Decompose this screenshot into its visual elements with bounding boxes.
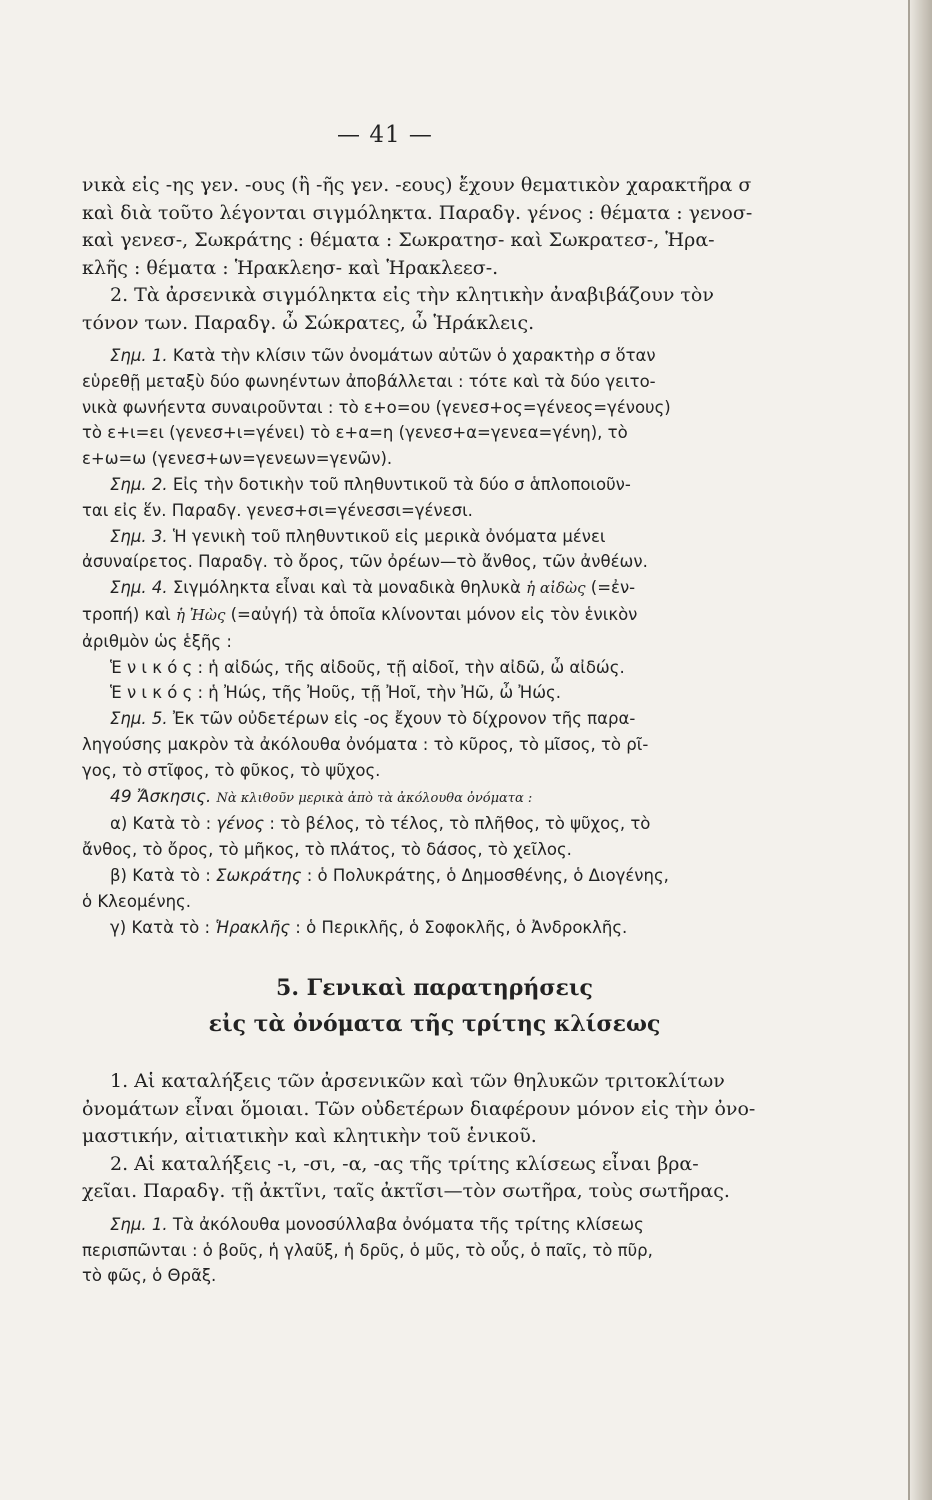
text-line: χεῖαι. Παραδγ. τῇ ἀκτῖνι, ταῖς ἀκτῖσι—τὸν σωτῆρα, τοὺς σωτῆρας. bbox=[82, 1180, 730, 1203]
text-line: 1. Αἱ καταλήξεις τῶν ἀρσενικῶν καὶ τῶν θηλυκῶν τριτοκλίτων bbox=[110, 1070, 725, 1093]
text-span: Σιγμόληκτα εἶναι καὶ τὰ μοναδικὰ θηλυκὰ bbox=[172, 578, 521, 598]
text-line: τὸ φῶς, ὁ Θρᾶξ. bbox=[82, 1266, 217, 1286]
paragraph-2 bbox=[82, 282, 787, 337]
note-label: Σημ. 1. bbox=[110, 346, 168, 365]
text-line: ὁ Κλεομένης. bbox=[82, 891, 191, 911]
page-number: — 41 — bbox=[337, 122, 433, 148]
model-word: Σωκράτης bbox=[216, 865, 302, 885]
text-line: νικὰ φωνήεντα συναιροῦνται : τὸ ε+ο=ου (γενεσ+ος=γένεος=γένους) bbox=[82, 397, 671, 417]
text-line: ται εἰς ἕν. Παραδγ. γενεσ+σι=γένεσσι=γένεσι. bbox=[82, 500, 473, 520]
text-span: : ὁ Περικλῆς, ὁ Σοφοκλῆς, ὁ Ἀνδροκλῆς. bbox=[295, 917, 628, 937]
section-paragraph-2 bbox=[82, 1151, 787, 1206]
text-line: καὶ διὰ τοῦτο λέγονται σιγμόληκτα. Παραδγ. γένος : θέματα : γενοσ- bbox=[82, 201, 753, 224]
text-span: γ) Κατὰ τὸ : bbox=[110, 917, 211, 937]
section-heading bbox=[82, 970, 787, 1042]
text-line: 2. Αἱ καταλήξεις -ι, -σι, -α, -ας τῆς τρίτης κλίσεως εἶναι βρα- bbox=[110, 1152, 699, 1175]
section-note-1 bbox=[82, 1212, 787, 1289]
text-span: : τὸ βέλος, τὸ τέλος, τὸ πλῆθος, τὸ ψῦχος, τὸ bbox=[269, 814, 651, 834]
note-label: Σημ. 1. bbox=[110, 1214, 168, 1234]
text-line: εὑρεθῇ μεταξὺ δύο φωνηέντων ἀποβάλλεται : τότε καὶ τὰ δύο γειτο- bbox=[82, 371, 656, 391]
text-span: (=ἐν- bbox=[590, 578, 636, 598]
section-title-line: εἰς τὰ ὀνόματα τῆς τρίτης κλίσεως bbox=[208, 1011, 661, 1038]
declension-line: Ἑ ν ι κ ό ς : ἡ αἰδώς, τῆς αἰδοῦς, τῇ αἰδοῖ, τὴν αἰδῶ, ὦ αἰδώς. bbox=[110, 657, 625, 677]
text-line: ἄνθος, τὸ ὄρος, τὸ μῆκος, τὸ πλάτος, τὸ δάσος, τὸ χεῖλος. bbox=[82, 840, 572, 860]
text-line: 2. Τὰ ἀρσενικὰ σιγμόληκτα εἰς τὴν κλητικὴν ἀναβιβάζουν τὸν bbox=[110, 284, 714, 306]
text-line: κλῆς : θέματα : Ἡρακλεησ- καὶ Ἡρακλεεσ-. bbox=[82, 256, 499, 279]
text-line: περισπῶνται : ὁ βοῦς, ἡ γλαῦξ, ἡ δρῦς, ὁ μῦς, τὸ οὖς, ὁ παῖς, τὸ πῦρ, bbox=[82, 1240, 653, 1260]
text-line: καὶ γενεσ-, Σωκράτης : θέματα : Σωκρατησ- καὶ Σωκρατεσ-, Ἡρα- bbox=[82, 229, 715, 251]
note-label: Σημ. 4. bbox=[110, 578, 168, 598]
word-eos: ἡ Ἠὼς bbox=[176, 605, 226, 624]
text-line: ἀσυναίρετος. Παραδγ. τὸ ὄρος, τῶν ὀρέων—τὸ ἄνθος, τῶν ἀνθέων. bbox=[82, 552, 648, 572]
note-3 bbox=[82, 524, 787, 576]
note-label: Σημ. 5. bbox=[110, 709, 168, 729]
text-line: νικὰ εἰς -ης γεν. -ους (ἢ -ῆς γεν. -εους) ἔχουν θεματικὸν χαρακτῆρα σ bbox=[82, 174, 752, 196]
text-span: : ὁ Πολυκράτης, ὁ Δημοσθένης, ὁ Διογένης, bbox=[306, 865, 669, 885]
text-line: τὸ ε+ι=ει (γενεσ+ι=γένει) τὸ ε+α=η (γενεσ+α=γενεα=γένη), τὸ bbox=[82, 423, 628, 443]
text-line: Ἐκ τῶν οὐδετέρων εἰς -ος ἔχουν τὸ δίχρονον τῆς παρα- bbox=[172, 709, 636, 729]
exercise-number: 49 bbox=[110, 786, 132, 807]
text-line: ὀνομάτων εἶναι ὅμοιαι. Τῶν οὐδετέρων διαφέρουν μόνον εἰς τὴν ὀνο- bbox=[82, 1097, 756, 1120]
text-line: ἀριθμὸν ὡς ἑξῆς : bbox=[82, 631, 232, 651]
model-word: Ἡρακλῆς bbox=[215, 917, 291, 937]
text-line: ληγούσης μακρὸν τὰ ἀκόλουθα ὀνόματα : τὸ κῦρος, τὸ μῖσος, τὸ ρῖ- bbox=[82, 734, 649, 754]
text-line: Κατὰ τὴν κλίσιν τῶν ὀνομάτων αὐτῶν ὁ χαρακτὴρ σ ὅταν bbox=[172, 346, 656, 365]
text-span: (=αὐγή) τὰ ὁποῖα κλίνονται μόνον εἰς τὸν ἑνικὸν bbox=[230, 604, 638, 624]
text-span: β) Κατὰ τὸ : bbox=[110, 865, 211, 885]
note-2 bbox=[82, 472, 787, 524]
page-edge-shadow bbox=[910, 0, 932, 1500]
note-label: Σημ. 3. bbox=[110, 526, 168, 546]
section-title-line: 5. Γενικαὶ παρατηρήσεις bbox=[276, 975, 593, 1002]
exercise-instruction: Νὰ κλιθοῦν μερικὰ ἀπὸ τὰ ἀκόλουθα ὀνόματα : bbox=[216, 790, 533, 806]
note-1 bbox=[82, 343, 787, 472]
text-line: Τὰ ἀκόλουθα μονοσύλλαβα ὀνόματα τῆς τρίτης κλίσεως bbox=[172, 1214, 644, 1234]
exercise bbox=[82, 784, 787, 941]
note-label: Σημ. 2. bbox=[110, 474, 168, 494]
note-5 bbox=[82, 706, 787, 783]
text-line: Εἰς τὴν δοτικὴν τοῦ πληθυντικοῦ τὰ δύο σ ἁπλοποιοῦν- bbox=[172, 474, 631, 494]
declension-line: Ἑ ν ι κ ό ς : ἡ Ἠώς, τῆς Ἠοῦς, τῇ Ἠοῖ, τὴν Ἠῶ, ὦ Ἠώς. bbox=[110, 683, 561, 703]
model-word: γένος bbox=[216, 814, 265, 834]
section-paragraph-1 bbox=[82, 1068, 787, 1151]
page-body bbox=[82, 172, 787, 1289]
text-span: τροπή) καὶ bbox=[82, 604, 171, 624]
exercise-title: Ἄσκησις. bbox=[136, 786, 212, 806]
text-line: μαστικήν, αἰτιατικὴν καὶ κλητικὴν τοῦ ἑνικοῦ. bbox=[82, 1125, 537, 1148]
text-line: Ἡ γενικὴ τοῦ πληθυντικοῦ εἰς μερικὰ ὀνόματα μένει bbox=[172, 526, 606, 546]
text-line: γος, τὸ στῖφος, τὸ φῦκος, τὸ ψῦχος. bbox=[82, 760, 381, 780]
word-aidos: ἡ αἰδὼς bbox=[526, 579, 586, 598]
text-line: τόνον των. Παραδγ. ὦ Σώκρατες, ὦ Ἡράκλεις. bbox=[82, 311, 535, 334]
text-line: ε+ω=ω (γενεσ+ων=γενεων=γενῶν). bbox=[82, 449, 393, 469]
note-4 bbox=[82, 575, 787, 706]
text-span: α) Κατὰ τὸ : bbox=[110, 814, 212, 834]
intro-paragraph bbox=[82, 172, 787, 282]
